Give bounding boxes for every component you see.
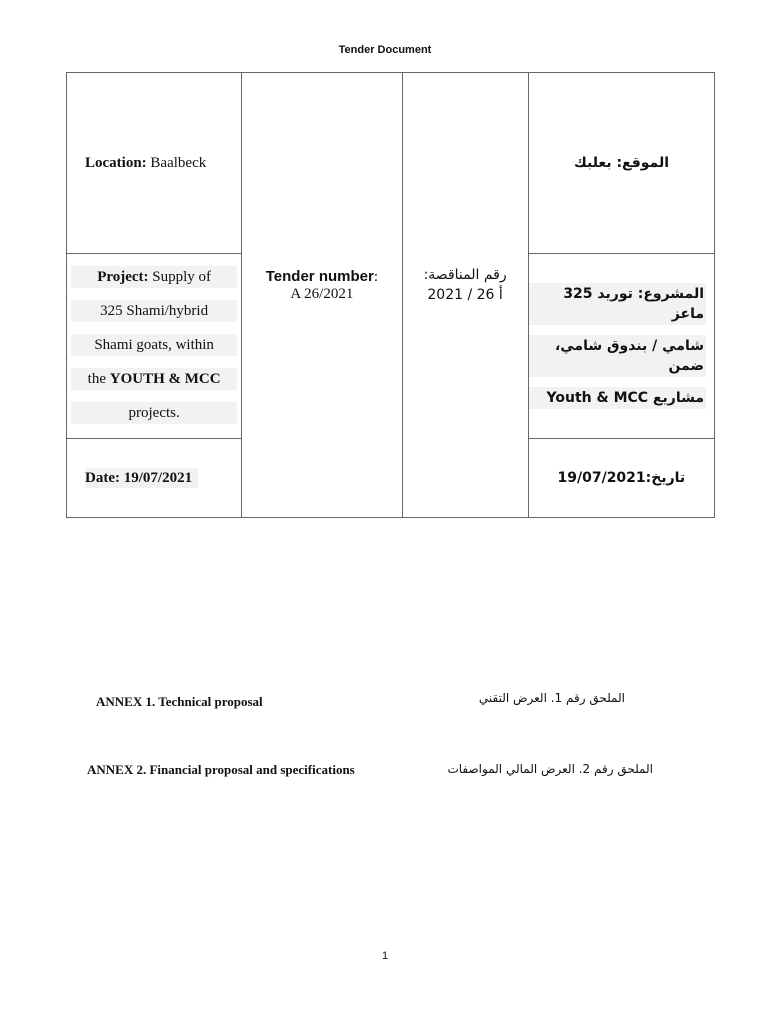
project-line-2: 325 Shami/hybrid — [71, 300, 237, 322]
location-arabic-cell — [528, 73, 714, 254]
tender-number-value: A 26/2021 — [290, 285, 354, 302]
project-line-4 — [71, 368, 237, 390]
project-bold-4: YOUTH & MCC — [109, 371, 221, 387]
annex-1-english: ANNEX 1. Technical proposal — [96, 694, 263, 709]
project-cell — [67, 254, 242, 439]
date-arabic-cell — [528, 439, 714, 518]
location-value: Baalbeck — [146, 154, 207, 171]
project-line-5: projects. — [71, 402, 237, 424]
project-arabic-line-2: شامي / بندوق شامي، ضمن — [529, 335, 706, 377]
project-line-1 — [71, 266, 237, 288]
project-arabic-cell — [528, 254, 714, 439]
tender-number-cell — [242, 73, 402, 518]
annex-2-arabic: الملحق رقم 2. العرض المالي المواصفات — [447, 762, 653, 776]
project-text-1: Supply of — [148, 269, 212, 285]
location-label: Location: — [85, 154, 147, 171]
date-text: Date: 19/07/2021 — [85, 468, 198, 488]
project-label: Project: — [97, 269, 149, 285]
tender-number-arabic-label: رقم المناقصة: — [423, 267, 507, 283]
tender-number-arabic-value: أ 26 / 2021 — [427, 287, 503, 303]
location-arabic: الموقع: بعلبك — [573, 155, 669, 171]
tender-number-arabic-cell — [402, 73, 528, 518]
page-header: Tender Document — [338, 44, 432, 56]
project-text-4: the — [87, 371, 110, 387]
tender-number-colon: : — [373, 268, 378, 285]
date-arabic: تاريخ:19/07/2021 — [557, 470, 686, 486]
project-line-3: Shami goats, within — [71, 334, 237, 356]
tender-number-label: Tender number — [265, 267, 374, 285]
date-cell — [67, 439, 242, 518]
location-cell — [67, 73, 242, 254]
project-arabic-line-3: مشاريع Youth & MCC — [529, 387, 706, 409]
project-arabic-line-1: المشروع: توريد 325 ماعز — [529, 283, 706, 325]
tender-info-table — [66, 72, 715, 518]
annex-1-arabic: الملحق رقم 1. العرض التقني — [478, 691, 625, 705]
page-number: 1 — [381, 950, 389, 962]
annex-2-english: ANNEX 2. Financial proposal and specifications — [87, 762, 355, 777]
